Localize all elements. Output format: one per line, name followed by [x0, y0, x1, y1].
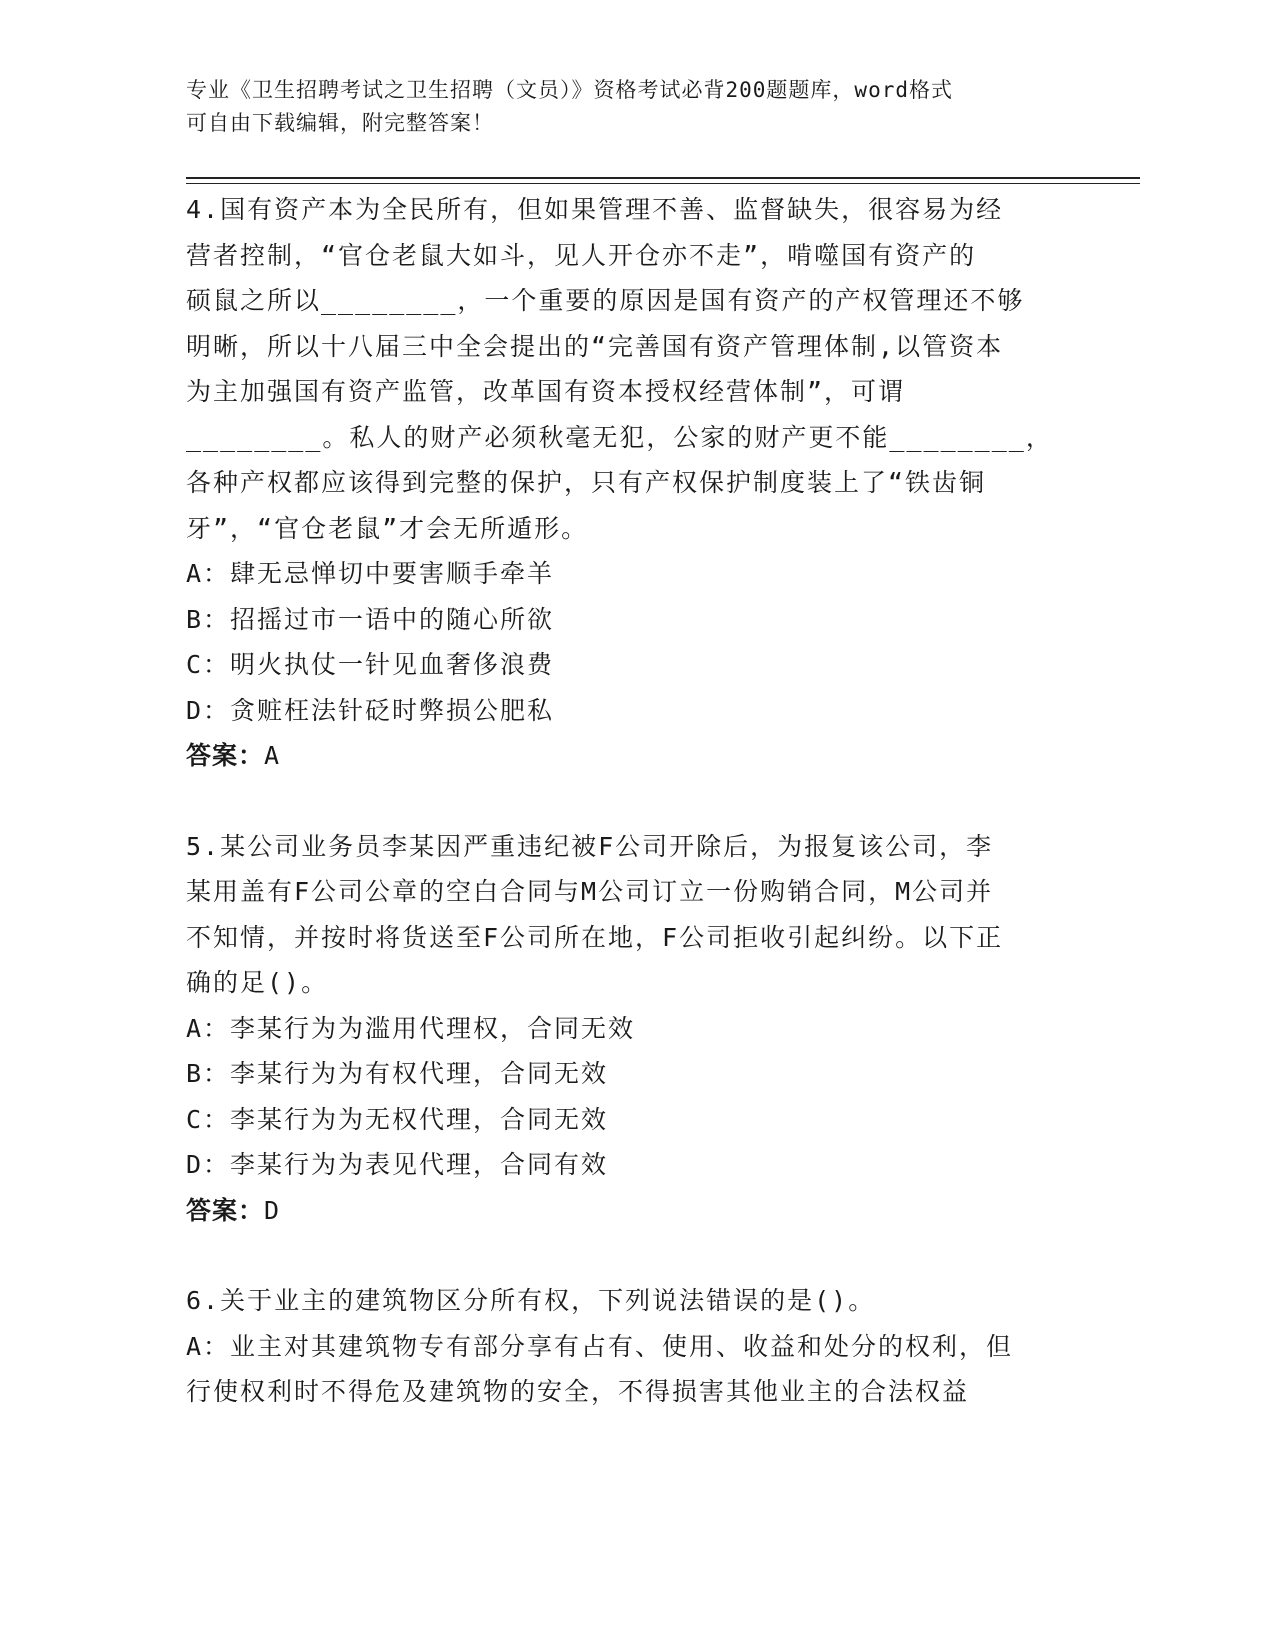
- answer-value: A: [264, 741, 281, 770]
- header-line-1: 专业《卫生招聘考试之卫生招聘（文员）》资格考试必背200题题库，word格式: [186, 78, 953, 102]
- question-spacer: [186, 779, 1086, 824]
- header-line-2: 可自由下载编辑，附完整答案！: [186, 111, 494, 135]
- option-c: C：明火执仗一针见血奢侈浪费: [186, 650, 555, 679]
- header-divider-thick: [186, 177, 1140, 179]
- question-stem-line: ________。私人的财产必须秋毫无犯，公家的财产更不能________，: [186, 422, 1053, 452]
- question-stem-line: 6.关于业主的建筑物区分所有权，下列说法错误的是()。: [186, 1286, 876, 1315]
- question-stem-line: 明晰，所以十八届三中全会提出的“完善国有资产管理体制,以管资本: [186, 331, 1004, 361]
- question-stem-line: 营者控制，“官仓老鼠大如斗，见人开仓亦不走”，啃噬国有资产的: [186, 240, 977, 270]
- question-6: [186, 1278, 1086, 1415]
- question-stem-line: 某用盖有F公司公章的空白合同与M公司订立一份购销合同，M公司并: [186, 877, 994, 906]
- question-stem-line: 为主加强国有资产监管，改革国有资本授权经营体制”，可谓: [186, 377, 906, 406]
- question-5: [186, 824, 1086, 1234]
- question-stem-line: 确的足()。: [186, 968, 329, 997]
- answer-label: 答案：: [186, 741, 265, 770]
- answer: [186, 1188, 1086, 1234]
- option-b: B：招摇过市一语中的随心所欲: [186, 604, 555, 634]
- option-a-continued: 行使权利时不得危及建筑物的安全，不得损害其他业主的合法权益: [186, 1377, 970, 1406]
- question-list: [186, 187, 1086, 1415]
- question-stem-line: 牙”，“官仓老鼠”才会无所遁形。: [186, 513, 589, 543]
- option-a: A：李某行为为滥用代理权，合同无效: [186, 1013, 636, 1043]
- question-stem-line: 不知情，并按时将货送至F公司所在地，F公司拒收引起纠纷。以下正: [186, 922, 1004, 952]
- question-spacer: [186, 1233, 1086, 1278]
- answer-value: D: [264, 1195, 281, 1225]
- option-a: A：肆无忌惮切中要害顺手牵羊: [186, 559, 555, 588]
- option-c: C：李某行为为无权代理，合同无效: [186, 1104, 609, 1134]
- answer: [186, 733, 1086, 779]
- document-header: [186, 74, 1086, 140]
- option-d: D：李某行为为表见代理，合同有效: [186, 1150, 609, 1179]
- question-stem-line: 4.国有资产本为全民所有，但如果管理不善、监督缺失，很容易为经: [186, 195, 1004, 224]
- answer-label: 答案：: [186, 1195, 265, 1225]
- question-4: [186, 187, 1086, 779]
- option-d: D：贪赃枉法针砭时弊损公肥私: [186, 695, 555, 725]
- question-stem-line: 硕鼠之所以________，一个重要的原因是国有资产的产权管理还不够: [186, 286, 1025, 315]
- header-divider-thin: [186, 183, 1140, 184]
- option-a: A：业主对其建筑物专有部分享有占有、使用、收益和处分的权利，但: [186, 1331, 1014, 1361]
- question-stem-line: 5.某公司业务员李某因严重违纪被F公司开除后，为报复该公司，李: [186, 831, 994, 861]
- option-b: B：李某行为为有权代理，合同无效: [186, 1059, 609, 1088]
- question-stem-line: 各种产权都应该得到完整的保护，只有产权保护制度装上了“铁齿铜: [186, 468, 987, 497]
